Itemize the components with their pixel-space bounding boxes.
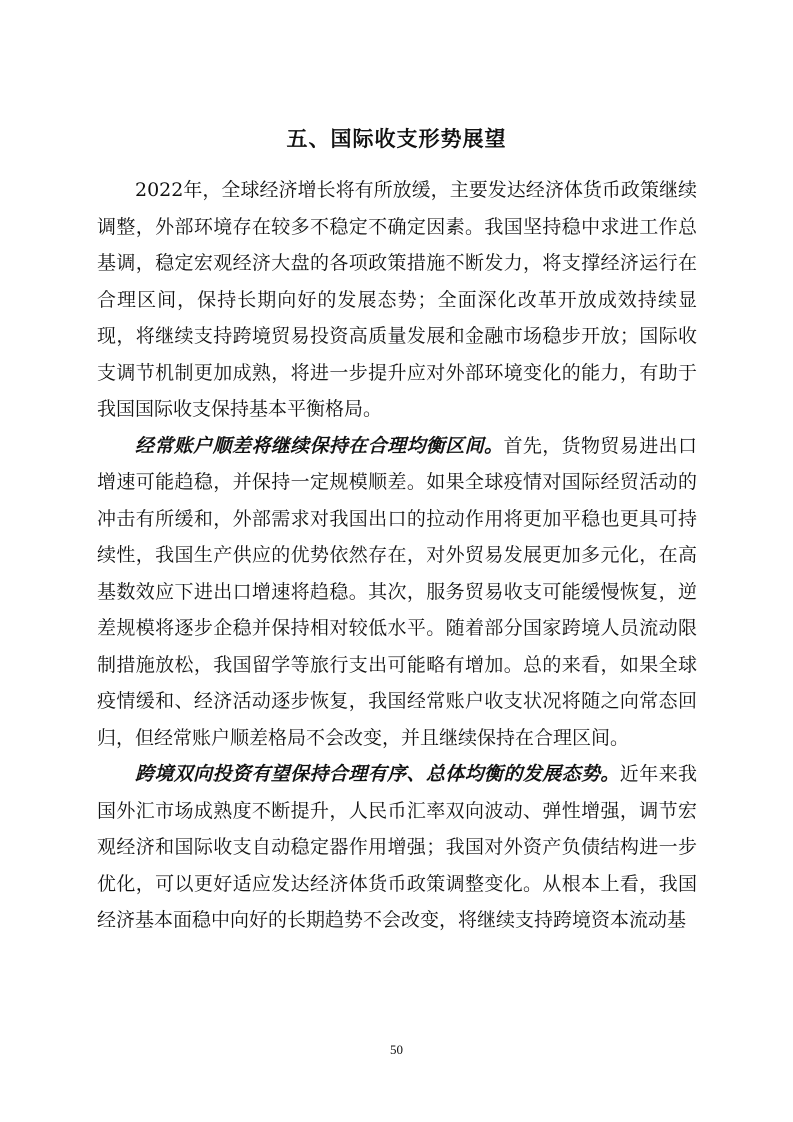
paragraph-lead: 跨境双向投资有望保持合理有序、总体均衡的发展态势。 (135, 763, 620, 785)
section-title: 五、国际收支形势展望 (286, 127, 507, 151)
document-body (97, 172, 697, 939)
paragraph-text: 首先，货物贸易进出口增速可能趋稳，并保持一定规模顺差。如果全球疫情对国际经贸活动的冲击有所缓和，外部需求对我国出口的拉动作用将更加平稳也更具可持续性，我国生产供应的优势依然存在，对外贸易发展更加多元化，在高基数效应下进出口增速将趋稳。其次，服务贸易收支可能缓慢恢复，逆差规模将逐步企稳并保持相对较低水平。随着部分国家跨境人员流动限制措施放松，我国留学等旅行支出可能略有增加。总的来看，如果全球疫情缓和、经济活动逐步恢复，我国经常账户收支状况将随之向常态回归，但经常账户顺差格局不会改变，并且继续保持在合理区间。 (97, 434, 697, 749)
page-number: 50 (390, 1042, 403, 1057)
paragraph-lead: 经常账户顺差将继续保持在合理均衡区间。 (135, 434, 504, 457)
paragraph-cross-border-investment (97, 756, 697, 939)
paragraph-text: 近年来我国外汇市场成熟度不断提升，人民币汇率双向波动、弹性增强，调节宏观经济和国际收支自动稳定器作用增强；我国对外资产负债结构进一步优化，可以更好适应发达经济体货币政策调整变化。从根本上看，我国经济基本面稳中向好的长期趋势不会改变，将继续支持跨境资本流动基 (97, 763, 697, 931)
paragraph-text: 2022年，全球经济增长将有所放缓，主要发达经济体货币政策继续调整，外部环境存在较多不稳定不确定因素。我国坚持稳中求进工作总基调，稳定宏观经济大盘的各项政策措施不断发力，将支撑经济运行在合理区间，保持长期向好的发展态势；全面深化改革开放成效持续显现，将继续支持跨境贸易投资高质量发展和金融市场稳步开放；国际收支调节机制更加成熟，将进一步提升应对外部环境变化的能力，有助于我国国际收支保持基本平衡格局。 (97, 179, 697, 420)
paragraph-current-account (97, 428, 697, 757)
paragraph-outlook-overview (97, 172, 697, 428)
